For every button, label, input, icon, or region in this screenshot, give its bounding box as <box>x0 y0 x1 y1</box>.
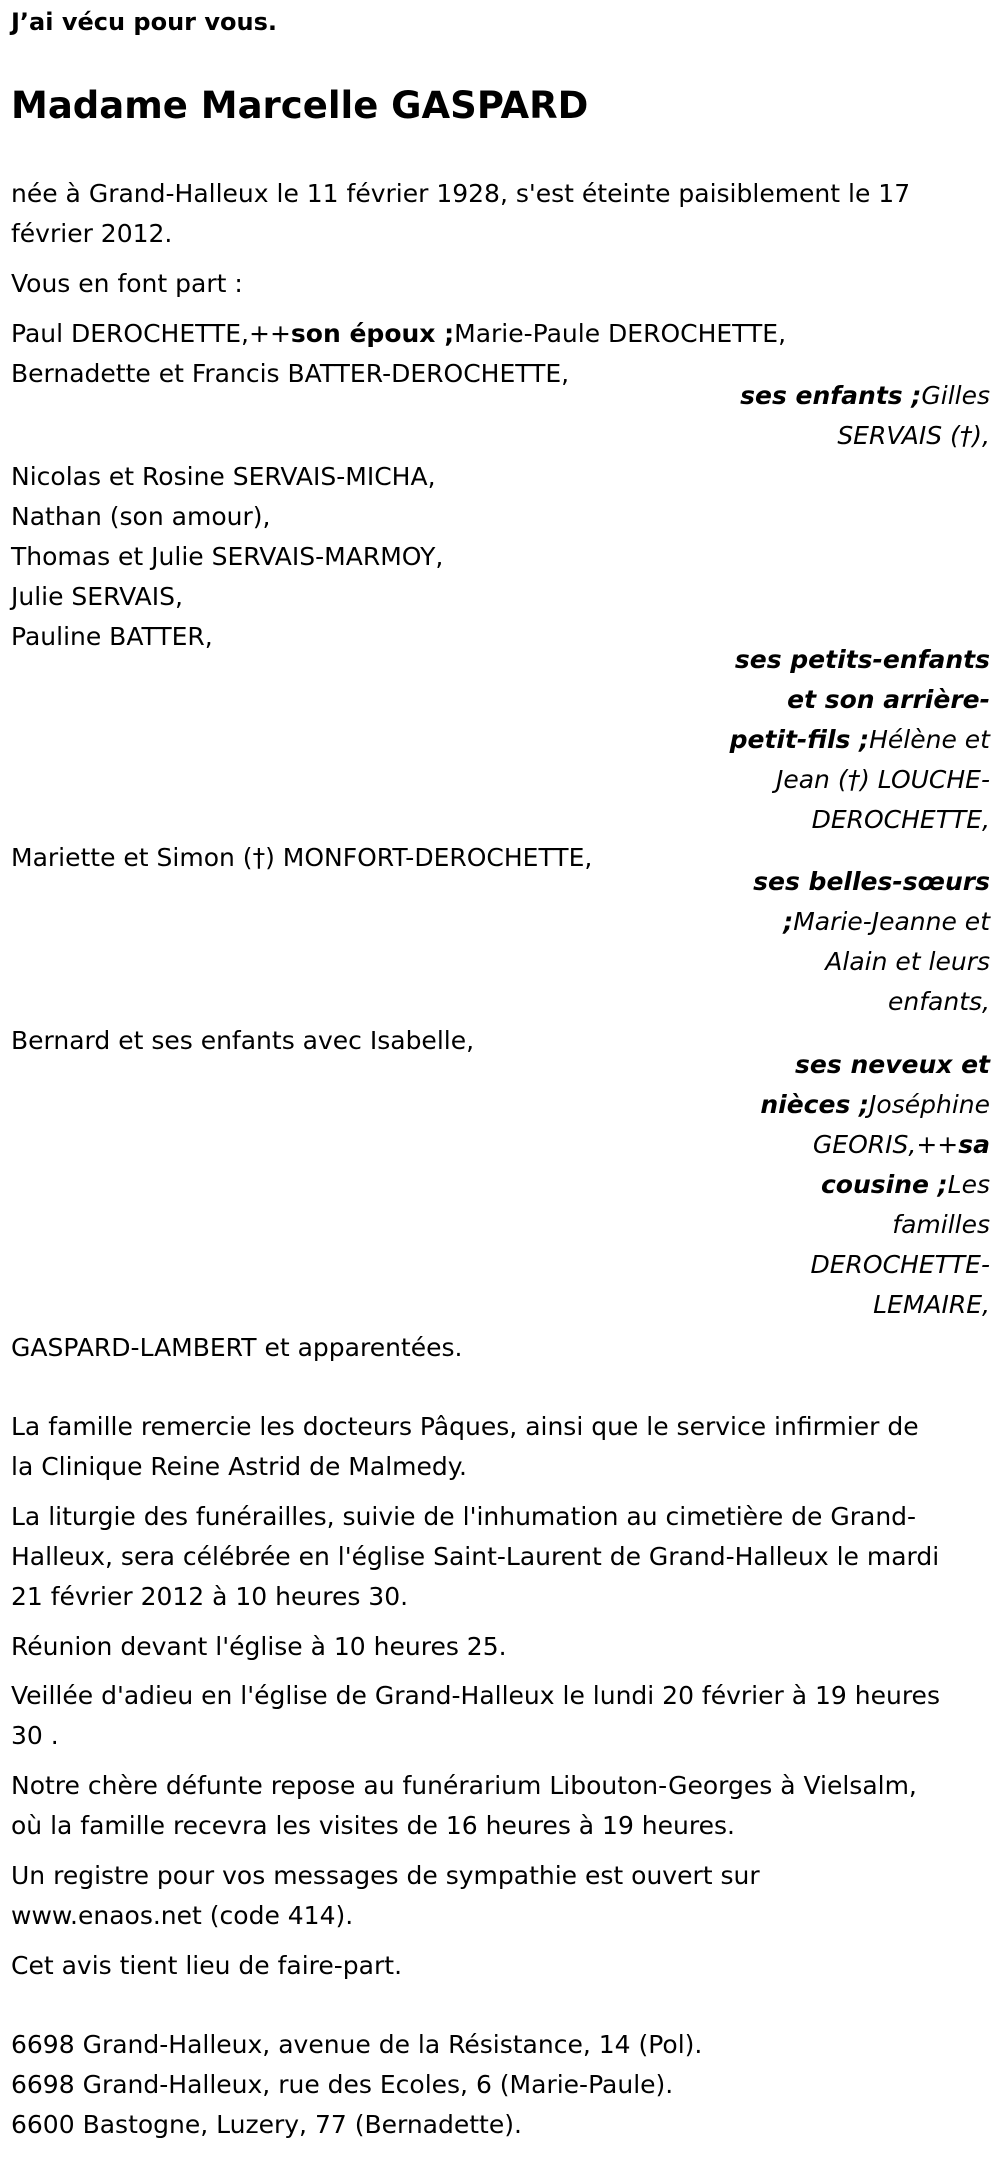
sibling-name-1: Hélène et <box>869 725 990 754</box>
thanks-line-1: La famille remercie les docteurs Pâques, ainsi que le service infirmier de <box>11 1412 919 1441</box>
thanks-line-2: la Clinique Reine Astrid de Malmedy. <box>11 1452 467 1481</box>
liturgy-line-1: La liturgie des funérailles, suivie de l'inhumation au cimetière de Grand- <box>11 1502 917 1531</box>
families-1: Les <box>947 1170 990 1199</box>
liturgy-line-3: 21 février 2012 à 10 heures 30. <box>11 1582 409 1611</box>
grandchildren-role-2: et son arrière- <box>787 685 990 714</box>
vigil-line-2: 30 . <box>11 1721 59 1750</box>
families-last-line: GASPARD-LAMBERT et apparentées. <box>11 1333 463 1362</box>
sisters-name-2: Alain et leurs <box>825 947 990 976</box>
spouse-role: son époux ; <box>290 319 455 348</box>
grandchild-line-5: Pauline BATTER, <box>11 622 213 651</box>
intro-line: Vous en font part : <box>11 269 243 298</box>
sibling-name-2: Jean (†) LOUCHE- <box>775 765 990 794</box>
sisters-role-block <box>700 862 990 1022</box>
sisters-role-1: ses belles-sœurs <box>753 867 990 896</box>
sibling-name-3: DEROCHETTE, <box>811 805 990 834</box>
sisters-name-3: enfants, <box>888 987 990 1016</box>
registry-line-2: www.enaos.net (code 414). <box>11 1901 354 1930</box>
families-3: DEROCHETTE- <box>810 1250 990 1279</box>
grandchild-line-2: Nathan (son amour), <box>11 502 271 531</box>
children-role-block <box>700 376 990 456</box>
nephews-role-block <box>700 1045 990 1325</box>
birth-death-line-1: née à Grand-Halleux le 11 février 1928, s'est éteinte paisiblement le 17 <box>11 179 911 208</box>
nephews-role-2: nièces ; <box>760 1090 870 1119</box>
mariette-line: Mariette et Simon (†) MONFORT-DEROCHETTE, <box>11 843 593 872</box>
children-name-b: SERVAIS (†), <box>837 421 990 450</box>
birth-death-line-2: février 2012. <box>11 219 173 248</box>
daughter-name: Marie-Paule DEROCHETTE, <box>454 319 787 348</box>
nephews-role-1: ses neveux et <box>795 1050 990 1079</box>
grandchildren-role-block <box>700 640 990 840</box>
families-4: LEMAIRE, <box>873 1290 990 1319</box>
cousin-name-a: Joséphine <box>869 1090 990 1119</box>
vigil-line-1: Veillée d'adieu en l'église de Grand-Halleux le lundi 20 février à 19 heures <box>11 1681 940 1710</box>
grandchildren-role-3: petit-fils ; <box>729 725 870 754</box>
spouse-name: Paul DEROCHETTE,++ <box>11 319 291 348</box>
sisters-role-2: ; <box>783 907 794 936</box>
address-line-3: 6600 Bastogne, Luzery, 77 (Bernadette). <box>11 2110 522 2139</box>
registry-line-1: Un registre pour vos messages de sympathie est ouvert sur <box>11 1861 760 1890</box>
notice-line: Cet avis tient lieu de faire-part. <box>11 1951 403 1980</box>
sisters-name-1: Marie-Jeanne et <box>793 907 990 936</box>
children-role: ses enfants ; <box>740 381 922 410</box>
liturgy-line-2: Halleux, sera célébrée en l'église Saint-Laurent de Grand-Halleux le mardi <box>11 1542 940 1571</box>
motto: J’ai vécu pour vous. <box>11 8 277 36</box>
grandchild-line-4: Julie SERVAIS, <box>11 582 183 611</box>
rest-line-2: où la famille recevra les visites de 16 heures à 19 heures. <box>11 1811 735 1840</box>
deceased-name: Madame Marcelle GASPARD <box>11 84 589 127</box>
children-name-a: Gilles <box>921 381 990 410</box>
rest-line-1: Notre chère défunte repose au funérarium Libouton-Georges à Vielsalm, <box>11 1771 917 1800</box>
family-line-bernadette: Bernadette et Francis BATTER-DEROCHETTE, <box>11 359 570 388</box>
family-line-spouse <box>11 314 786 354</box>
grandchildren-role-1: ses petits-enfants <box>734 645 990 674</box>
meeting-line: Réunion devant l'église à 10 heures 25. <box>11 1632 507 1661</box>
address-line-2: 6698 Grand-Halleux, rue des Ecoles, 6 (Marie-Paule). <box>11 2070 674 2099</box>
cousin-name-b: GEORIS,++ <box>812 1130 959 1159</box>
families-2: familles <box>892 1210 990 1239</box>
grandchild-line-3: Thomas et Julie SERVAIS-MARMOY, <box>11 542 444 571</box>
address-line-1: 6698 Grand-Halleux, avenue de la Résistance, 14 (Pol). <box>11 2030 703 2059</box>
bernard-line: Bernard et ses enfants avec Isabelle, <box>11 1026 475 1055</box>
cousin-role-a: sa <box>958 1130 990 1159</box>
grandchild-line-1: Nicolas et Rosine SERVAIS-MICHA, <box>11 462 436 491</box>
cousin-role-b: cousine ; <box>820 1170 948 1199</box>
